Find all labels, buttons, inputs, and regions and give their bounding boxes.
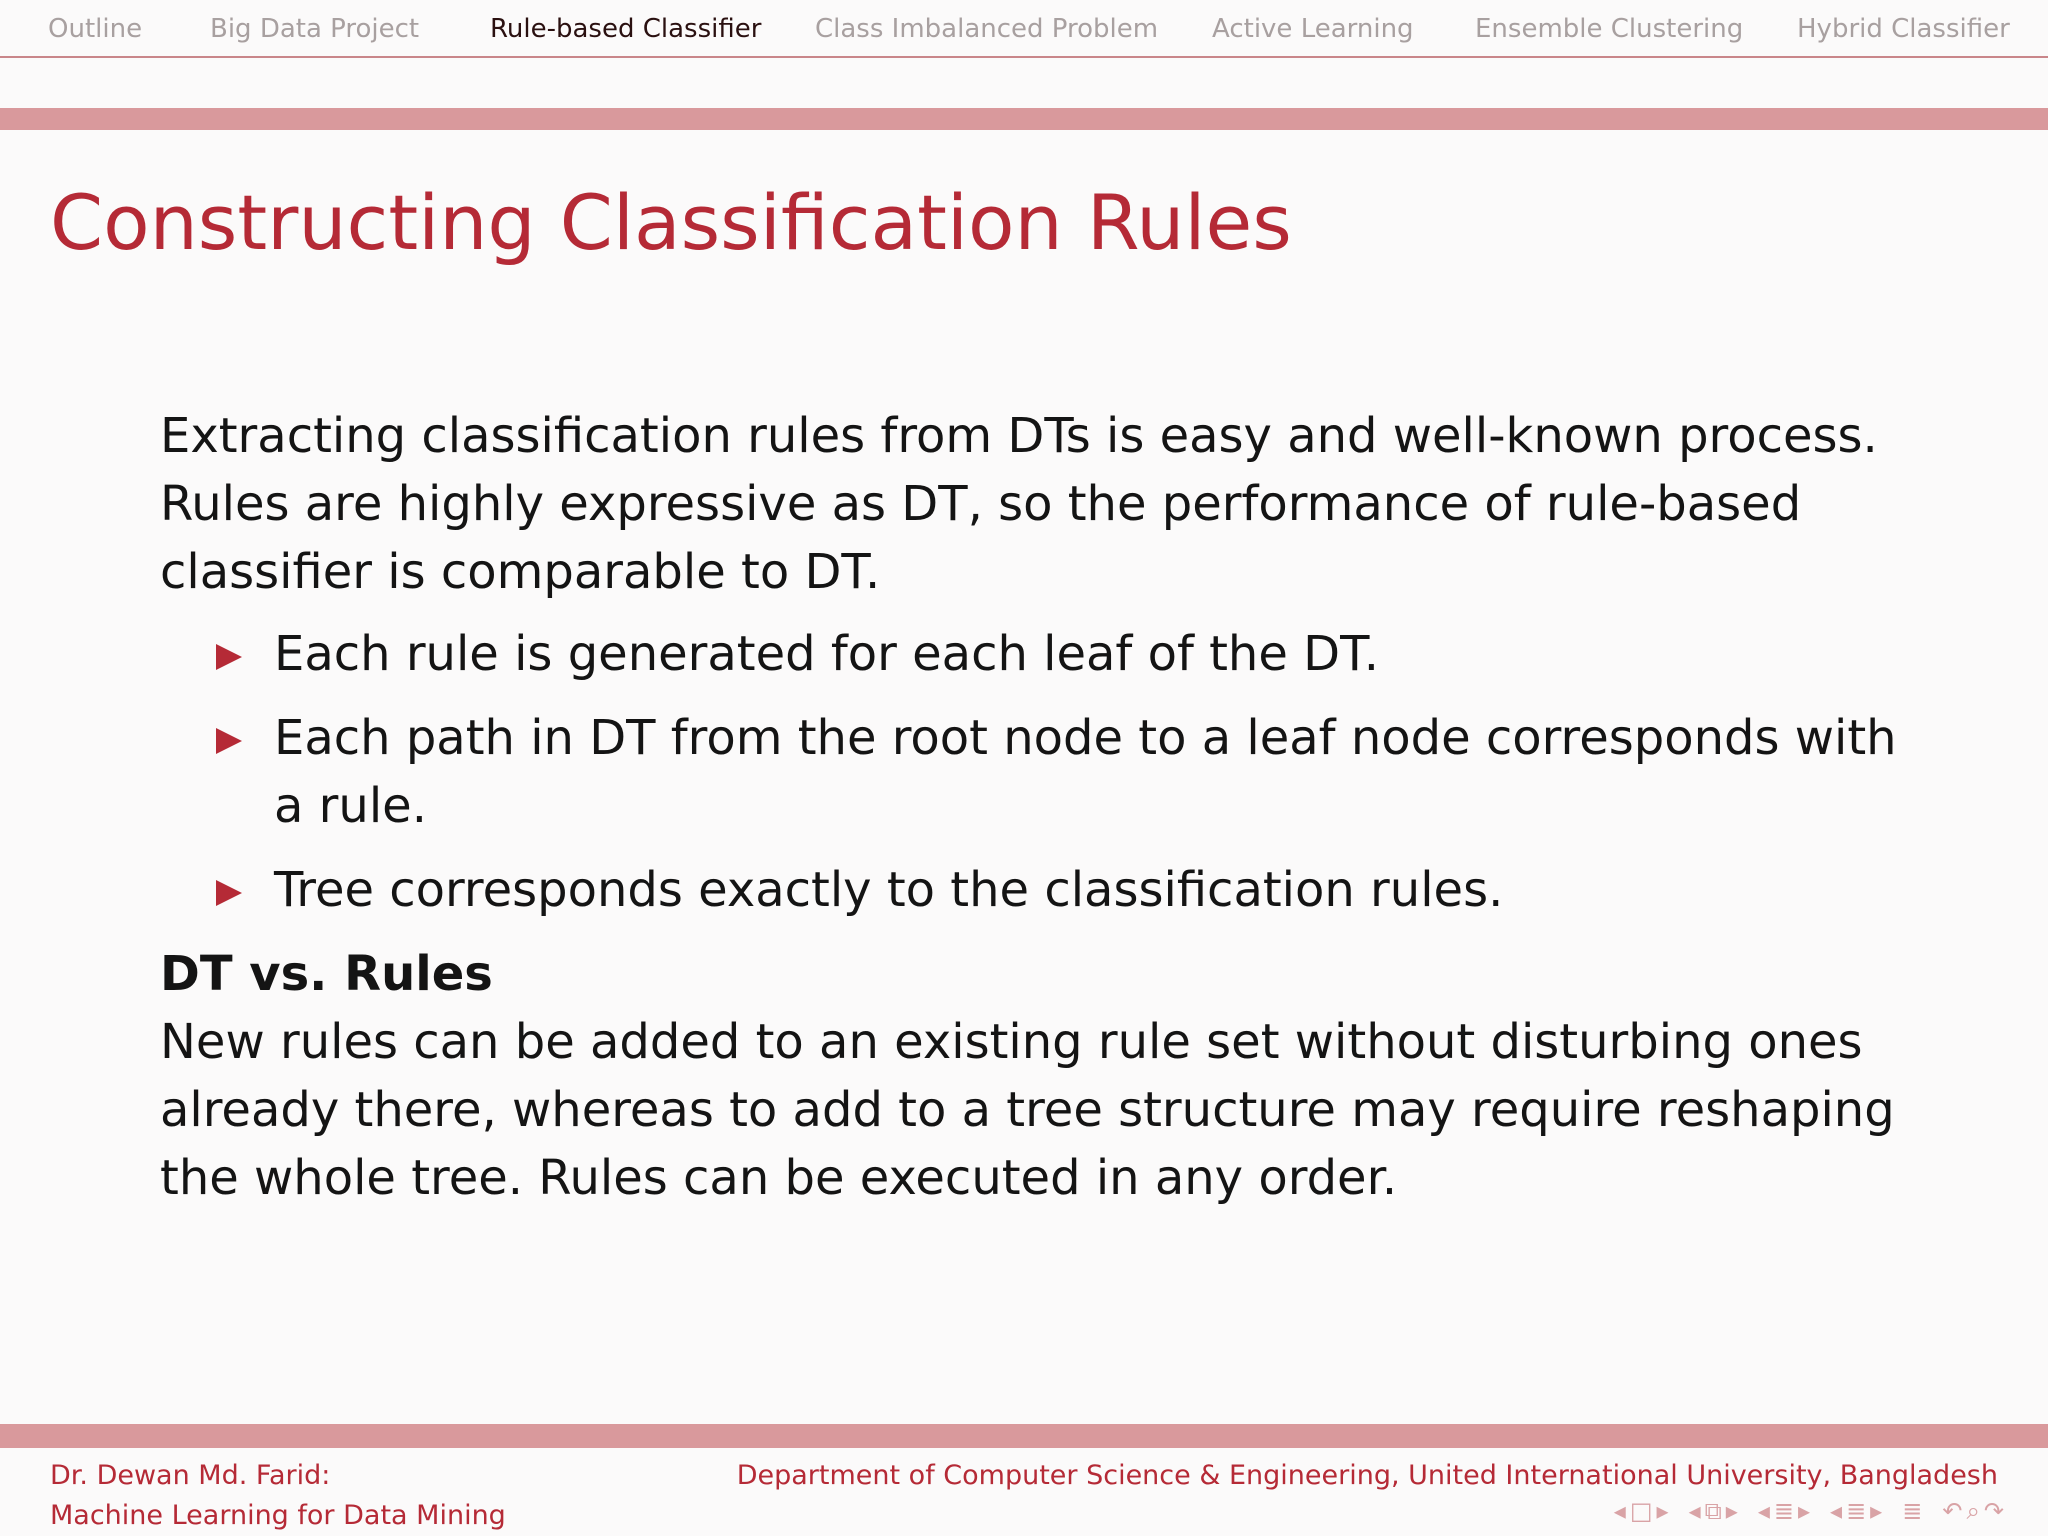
bullet-text: Each path in DT from the root node to a leaf node corresponds with a rule. (274, 710, 1897, 834)
triangle-bullet-icon (216, 728, 242, 754)
top-navigation (0, 0, 2048, 58)
next-subsection-icon[interactable]: ▸ (1725, 1497, 1738, 1525)
beamer-navigation-controls (1604, 1494, 2004, 1528)
prev-frame-icon[interactable]: ◂ (1613, 1497, 1626, 1525)
slide-title: Constructing Classification Rules (50, 178, 1292, 267)
forward-icon[interactable]: ↷ (1983, 1497, 2004, 1525)
prev-slide-icon[interactable]: ◂ (1830, 1497, 1843, 1525)
footer-band (0, 1424, 2048, 1448)
section-icon[interactable]: ≣ (1773, 1497, 1794, 1525)
subsection-icon[interactable]: ⧉ (1704, 1497, 1722, 1525)
next-section-icon[interactable]: ▸ (1797, 1497, 1811, 1525)
header-band (0, 108, 2048, 130)
back-icon[interactable]: ↶ (1942, 1497, 1963, 1525)
prev-section-icon[interactable]: ◂ (1757, 1497, 1770, 1525)
bullet-text: Each rule is generated for each leaf of the DT. (274, 626, 1379, 682)
nav-item-ensemble-clustering[interactable]: Ensemble Clustering (1475, 14, 1744, 44)
intro-paragraph: Extracting classification rules from DTs is easy and well-known process. Rules are highly expressive as DT, so the performance of rule-based classifier is comparable to DT. (160, 408, 1878, 600)
nav-item-outline[interactable]: Outline (48, 14, 143, 44)
next-frame-icon[interactable]: ▸ (1656, 1497, 1669, 1525)
bullet-text: Tree corresponds exactly to the classification rules. (274, 862, 1504, 918)
triangle-bullet-icon (216, 880, 242, 906)
search-icon[interactable]: ⌕ (1966, 1497, 1980, 1525)
subheading: DT vs. Rules (160, 946, 493, 1002)
slide-icon[interactable]: ≣ (1846, 1497, 1867, 1525)
nav-item-active-learning[interactable]: Active Learning (1212, 14, 1414, 44)
list-item (160, 620, 1900, 688)
footer-course: Machine Learning for Data Mining (50, 1500, 506, 1531)
footer-author: Dr. Dewan Md. Farid: (50, 1460, 331, 1491)
frame-icon[interactable]: □ (1629, 1497, 1653, 1525)
bullet-list (160, 620, 1900, 924)
nav-item-class-imbalanced-problem[interactable]: Class Imbalanced Problem (815, 14, 1159, 44)
footer-department (737, 1456, 1998, 1496)
prev-subsection-icon[interactable]: ◂ (1688, 1497, 1701, 1525)
nav-item-rule-based-classifier[interactable]: Rule-based Classifier (490, 14, 762, 44)
footer-department-text: Department of Computer Science & Engineering, United International University, Bangladesh (736, 1460, 1998, 1491)
list-item (160, 856, 1900, 924)
closing-paragraph: New rules can be added to an existing rule set without disturbing ones already there, whereas to add to a tree structure may require reshaping the whole tree. Rules can be executed in any order. (160, 1014, 1895, 1206)
next-slide-icon[interactable]: ▸ (1870, 1497, 1883, 1525)
footer-author-block (50, 1456, 506, 1536)
slide-body (160, 402, 1900, 1212)
nav-item-big-data-project[interactable]: Big Data Project (210, 14, 420, 44)
triangle-bullet-icon (216, 644, 242, 670)
outline-icon[interactable]: ≣ (1902, 1497, 1923, 1525)
nav-item-hybrid-classifier[interactable]: Hybrid Classifier (1797, 14, 2010, 44)
list-item (160, 704, 1900, 840)
